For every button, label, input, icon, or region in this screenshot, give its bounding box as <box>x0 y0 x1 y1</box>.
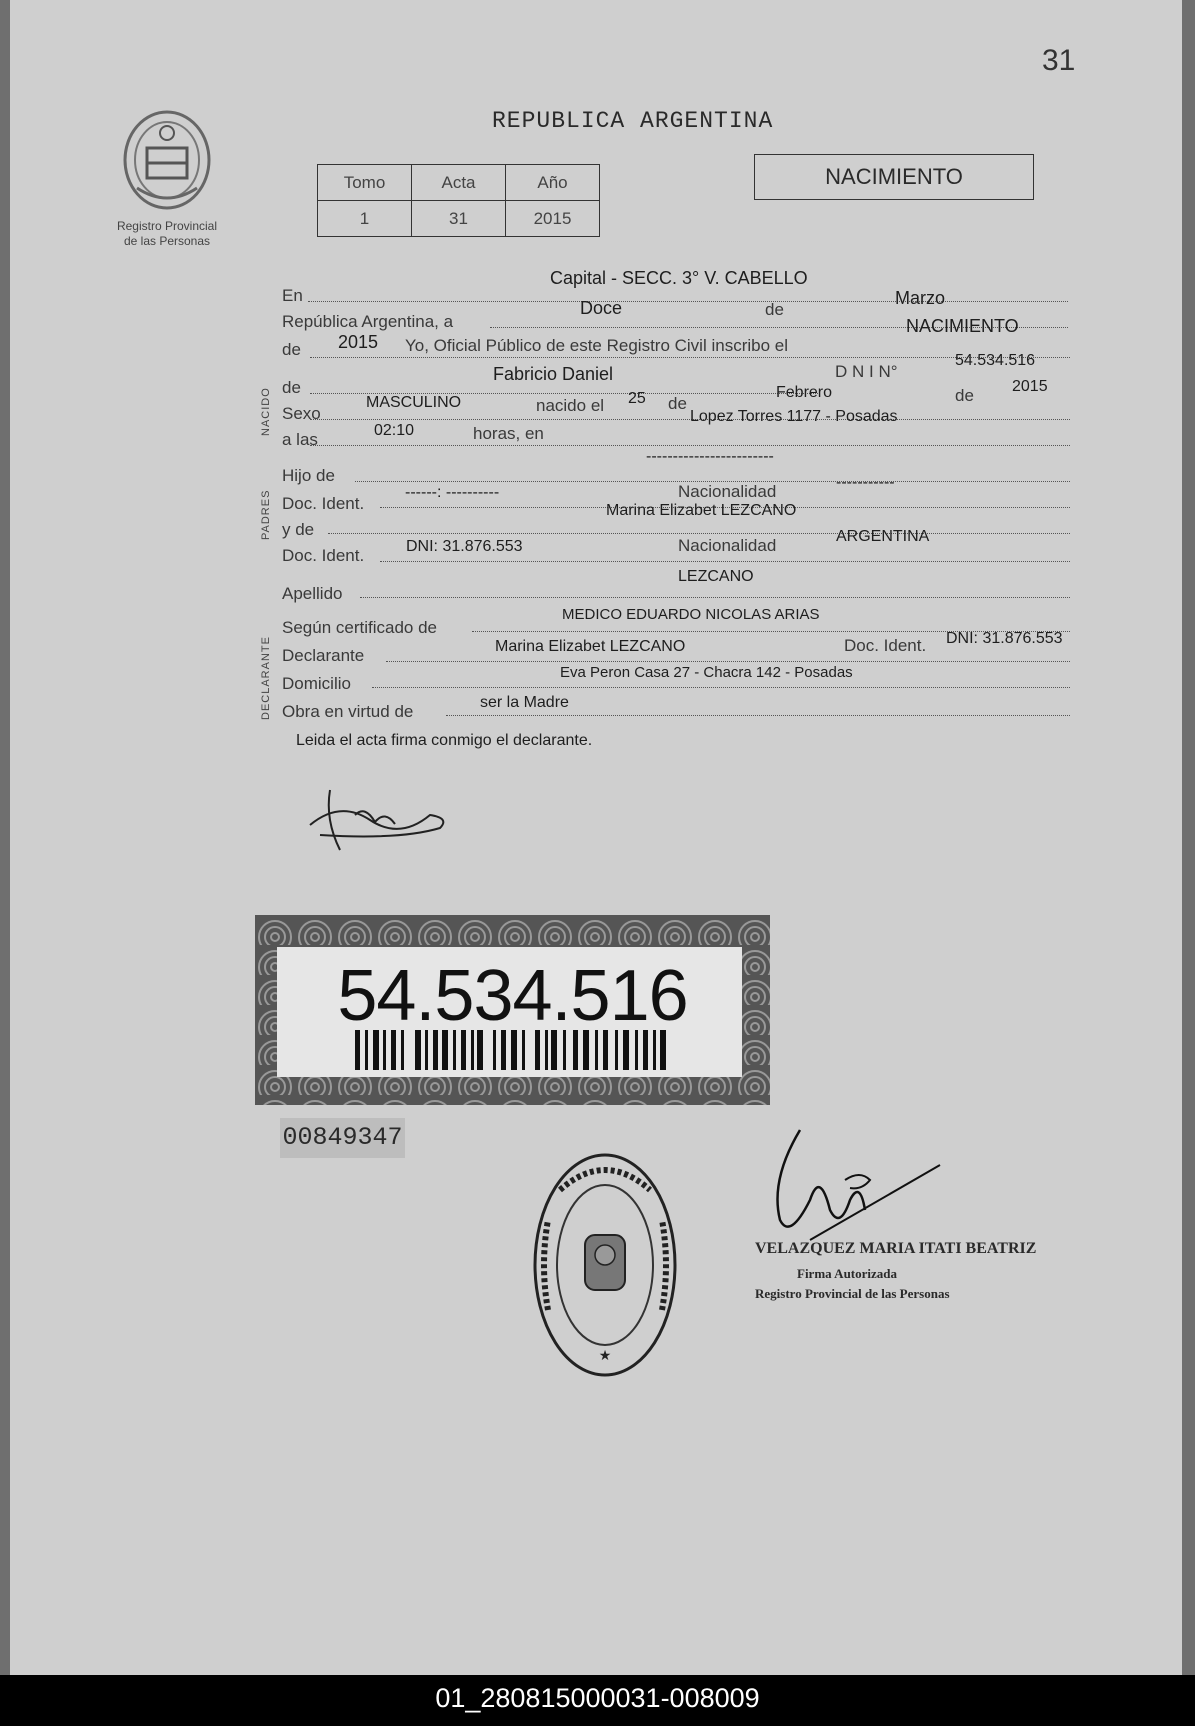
declarant-address: Eva Peron Casa 27 - Chacra 142 - Posadas <box>560 664 853 681</box>
page-number: 31 <box>1042 44 1076 77</box>
official-stamp <box>530 1150 680 1380</box>
label-nacionalidad: Nacionalidad <box>678 482 777 501</box>
file-identifier: 01_280815000031-008009 <box>435 1683 760 1713</box>
label-declarante: Declarante <box>282 646 365 665</box>
label-sexo: Sexo <box>282 404 321 423</box>
registration-month: Marzo <box>895 288 946 308</box>
value-anio: 2015 <box>506 201 600 237</box>
mother-nationality: ARGENTINA <box>836 528 930 545</box>
header-tomo: Tomo <box>318 165 412 201</box>
father-doc: ------: ---------- <box>405 484 500 501</box>
label-doc-ident: Doc. Ident. <box>282 494 365 513</box>
logo-caption-line2: de las Personas <box>123 234 211 248</box>
declarant-reason: ser la Madre <box>480 694 569 711</box>
registration-year: 2015 <box>338 332 379 352</box>
label-en: En <box>282 286 303 305</box>
dotted-line <box>310 444 1070 446</box>
dotted-line <box>308 300 1068 302</box>
document-sheet <box>10 0 1182 1675</box>
label-republica: República Argentina, a <box>282 312 454 331</box>
value-tomo: 1 <box>318 201 412 237</box>
mother-name: Marina Elizabet LEZCANO <box>606 502 797 519</box>
birth-time: 02:10 <box>374 422 415 439</box>
barcode-label <box>255 915 770 1105</box>
closing-statement: Leida el acta firma conmigo el declarante. <box>296 732 593 749</box>
svg-text:★: ★ <box>598 1348 612 1364</box>
dotted-line <box>380 560 1070 562</box>
header-acta: Acta <box>412 165 506 201</box>
dotted-line <box>328 532 1070 534</box>
dotted-line <box>372 686 1070 688</box>
dotted-line <box>446 714 1070 716</box>
registration-event: NACIMIENTO <box>906 316 1019 336</box>
label-nacido-el: nacido el <box>536 396 605 415</box>
section-label-nacido: NACIDO <box>260 387 272 436</box>
child-dni: 54.534.516 <box>955 352 1036 369</box>
label-nacionalidad: Nacionalidad <box>678 536 777 555</box>
label-de: de <box>282 340 301 359</box>
label-hijo-de: Hijo de <box>282 466 335 485</box>
reference-table <box>317 164 600 237</box>
dotted-line <box>386 660 1070 662</box>
mother-doc: DNI: 31.876.553 <box>406 538 523 555</box>
coat-of-arms-icon <box>117 108 217 218</box>
serial-number: 00849347 <box>280 1118 405 1158</box>
authority-signature <box>750 1120 950 1250</box>
label-domicilio: Domicilio <box>282 674 351 693</box>
birth-year: 2015 <box>1012 378 1048 395</box>
label-horas: horas, en <box>473 424 544 443</box>
registry-logo <box>102 108 232 248</box>
label-dni: D N I N° <box>835 362 898 381</box>
dotted-line <box>360 596 1070 598</box>
section-label-declarante: DECLARANTE <box>260 636 272 720</box>
registration-day: Doce <box>580 298 623 318</box>
birth-place: Lopez Torres 1177 - Posadas <box>690 408 898 425</box>
record-type-box: NACIMIENTO <box>754 154 1034 200</box>
label-de: de <box>955 386 974 405</box>
label-oficial: Yo, Oficial Público de este Registro Civil inscribo el <box>405 336 788 355</box>
section-label-padres: PADRES <box>260 489 272 540</box>
birth-month: Febrero <box>776 384 833 401</box>
label-de: de <box>282 378 301 397</box>
authority-name: VELAZQUEZ MARIA ITATI BEATRIZ <box>755 1240 1037 1257</box>
value-acta: 31 <box>412 201 506 237</box>
certificate-issuer: MEDICO EDUARDO NICOLAS ARIAS <box>562 606 820 623</box>
barcode-number: 54.534.516 <box>337 956 688 1036</box>
header-anio: Año <box>506 165 600 201</box>
label-de: de <box>668 394 687 413</box>
document-title: REPUBLICA ARGENTINA <box>492 108 774 134</box>
authority-role: Firma Autorizada <box>797 1266 898 1281</box>
label-obra: Obra en virtud de <box>282 702 414 721</box>
label-certificado: Según certificado de <box>282 618 437 637</box>
father-nationality: ----------- <box>836 474 895 491</box>
birth-day: 25 <box>628 390 646 407</box>
footer-bar <box>0 1675 1195 1726</box>
surname: LEZCANO <box>678 568 754 585</box>
label-doc-ident: Doc. Ident. <box>282 546 365 565</box>
declarant-doc: DNI: 31.876.553 <box>946 630 1063 647</box>
child-name: Fabricio Daniel <box>493 364 614 384</box>
child-sex: MASCULINO <box>366 394 462 411</box>
label-de: de <box>765 300 784 319</box>
label-y-de: y de <box>282 520 315 539</box>
authority-office: Registro Provincial de las Personas <box>755 1286 950 1301</box>
declarant-signature <box>300 780 460 860</box>
label-apellido: Apellido <box>282 584 343 603</box>
label-doc-ident: Doc. Ident. <box>844 636 927 655</box>
label-a-las: a las <box>282 430 318 449</box>
declarant-name: Marina Elizabet LEZCANO <box>495 638 686 655</box>
registry-place: Capital - SECC. 3° V. CABELLO <box>550 268 808 288</box>
father-name: ------------------------ <box>646 448 774 465</box>
logo-caption-line1: Registro Provincial <box>116 219 218 233</box>
